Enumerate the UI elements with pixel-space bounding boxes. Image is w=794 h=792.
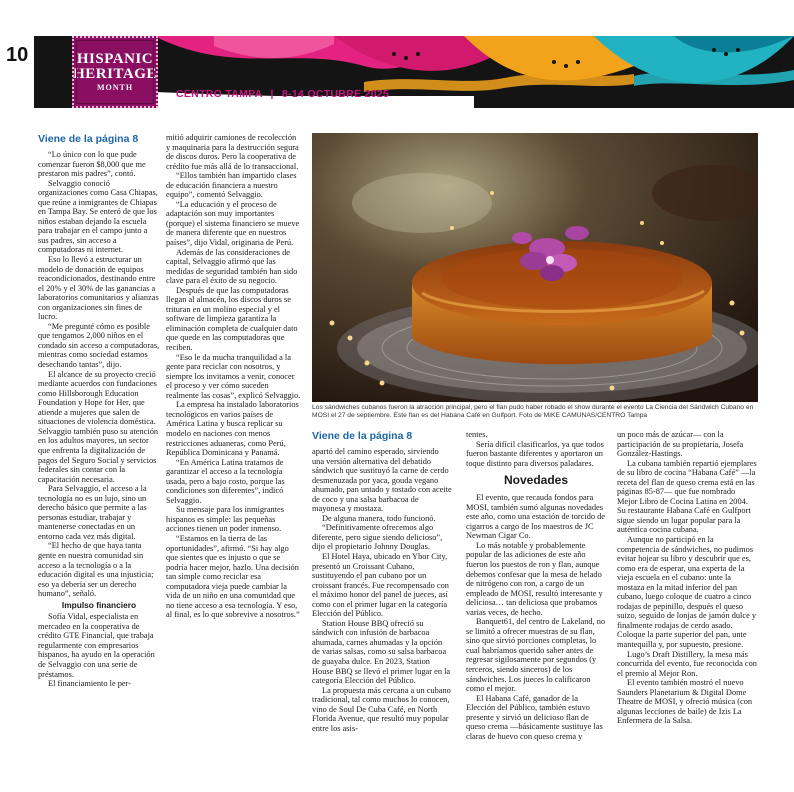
paragraph: un poco más de azúcar— con la participación de su propietaria, Josefa González-Hastings. <box>617 430 744 459</box>
paragraph: Banquet61, del centro de Lakeland, no se limitó a ofrecer muestras de su flan, sino que sirvió porciones completas, lo cual habríamos querido saber antes de regresar sigilosamente por segundos (y terceros, siendo sinceros) de los sándwiches. Los jueces lo calificaron como el mejor. <box>466 617 606 694</box>
paragraph: Lo más notable y probablemente popular de las adiciones de este año fueron los puestos de ron y flan, aunque debemos confesar que la mesa de helado de nitrógeno con ron, a cargo de un empleado de MOSI, resultó interesante y deliciosa… tan deliciosa que probamos varias veces, de hecho. <box>466 540 603 617</box>
article1-kicker: Viene de la página 8 <box>38 133 139 145</box>
paragraph: Después de que las computadoras llegan al almacén, los discos duros se trituran en un molino especial y el software de limpieza garantiza la eliminación completa de cualquier dato que quede en las computadoras que reciben. <box>166 285 298 353</box>
paragraph: Station House BBQ ofreció su sándwich con infusión de barbacoa ahumada, carnes ahumadas y la opción de varias salsas, como su salsa barbacoa de guayaba dulce. En 2023, Station House BBQ se llevó el primer lugar en la categoría Elección del Público. <box>312 618 451 686</box>
article2-kicker: Viene de la página 8 <box>312 430 413 442</box>
flan-dessert-photo-icon <box>312 133 758 402</box>
article2-column3 <box>617 430 757 726</box>
paragraph: La propuesta más cercana a un cubano tradicional, tal como muchos lo conocen, vino de Soul De Cuba Café, en North Florida Avenue, que resultó muy popular entre los asis- <box>312 685 451 733</box>
paragraph: Selvaggio conoció organizaciones como Casa Chiapas, que reúne a inmigrantes de Chiapas en Tampa Bay. Se enteró de que los niños estaban dejando la escuela para trabajar en el campo junto a sus padres, sin acceso a computadoras ni internet. <box>38 178 158 255</box>
paragraph: Aunque no participó en la competencia de sándwiches, no pudimos evitar hojear su libro y descubrir que es, como era de esperar, una experta de la vieja escuela en el cubano: unte la mostaza en la mitad inferior del pan cubano, luego coloque de cuatro a cinco rodajas de pepinillo, después el queso suizo, seguido de lonjas de jamón dulce y finalmente rodajas de cerdo asado. Coloque la parte superior del pan, unte mantequilla y, por supuesto, presione. <box>617 535 757 650</box>
paragraph: “El hecho de que haya tanta gente en nuestra comunidad sin acceso a la tecnología o a la educación digital es una injusticia; eso ya debería ser un derecho humano”, señaló. <box>38 541 154 599</box>
paragraph: Impulso financiero <box>61 599 137 610</box>
paragraph: El alcance de su proyecto creció mediante acuerdos con fundaciones como Hillsborough Education Foundation y Hope for Her, que atiende a mujeres que salen de situaciones de violencia doméstica. Selvaggio también puso su atención en los adultos mayores, un sector que enfrenta la digitalización de pagos del Seguro Social y servicios federales sin contar con la capacitación necesaria. <box>38 369 159 484</box>
paragraph: El Habana Café, ganador de la Elección del Público, también estuvo presente y sirvió un delicioso flan de queso crema —básicamente sustituye las claras de huevo con queso crema y <box>466 693 603 741</box>
paragraph: “Ellos también han impartido clases de educación financiera a nuestro equipo”, comentó Selvaggio. <box>166 171 297 200</box>
article2-column1 <box>312 430 452 733</box>
article1-column2 <box>166 133 301 620</box>
paragraph: mitió adquirir camiones de recolección y maquinaria para la destrucción segura de discos duros. Pero la cooperativa de crédito fue más allá de lo transaccional. <box>166 133 299 171</box>
paragraph: “La educación y el proceso de adaptación son muy importantes (porque) el sistema financiero se mueve de manera diferente que en nuestros países”, dijo Vidal, originaria de Perú. <box>166 199 300 248</box>
paragraph: Además de las consideraciones de capital, Selvaggio afirmó que las medidas de seguridad también han sido clave para el éxito de su negocio. <box>166 247 298 286</box>
paragraph: La empresa ha instalado laboratorios tecnológicos en varios países de América Latina y busca replicar su modelo en naciones con menos restricciones aduaneras, como Perú, República Dominicana y Panamá. <box>166 400 299 458</box>
paragraph: El evento también mostró el nuevo Saunders Planetarium & Digital Dome Theatre de MOSI, y ofreció música (con algunas lecciones de baile) de Izis La Enfermera de la Salsa. <box>617 678 753 726</box>
paragraph: Su mensaje para los inmigrantes hispanos es simple: las pequeñas acciones tienen un poder inmenso. <box>166 505 284 534</box>
paragraph: tentes. <box>466 430 488 439</box>
badge-line2: HERITAGE <box>73 66 157 82</box>
paragraph: Sería difícil clasificarlos, ya que todos fueron bastante diferentes y aportaron un toque distinto para diversos paladares. <box>466 439 604 468</box>
issue-dates: 8-14 OCTUBRE 2025 <box>281 88 390 100</box>
paragraph: “En América Latina tratamos de garantizar el acceso a la tecnología usada, pero a bajo costo, porque las condiciones son diferentes”, indicó Selvaggio. <box>166 457 285 505</box>
paragraph: “Definitivamente ofrecemos algo diferente, pero sigue siendo delicioso”, dijo el propietario Johnny Douglas. <box>312 523 443 552</box>
paragraph: Para Selvaggio, el acceso a la tecnología no es un lujo, sino un derecho básico que permite a las personas estudiar, trabajar y mantenerse conectadas en un entorno cada vez más digital. <box>38 484 147 541</box>
hispanic-heritage-month-badge <box>72 36 158 108</box>
section-name: CENTRO TAMPA <box>176 88 263 100</box>
paragraph: El financiamiento le per- <box>48 679 132 689</box>
paragraph: apartó del camino esperado, sirviendo una versión alternativa del debatido sándwich que sustituyó la carne de cerdo desmenuzada por yaca, gouda vegano ahumado, pan untado y tostado con aceite de coco y una salsa barbacoa de mayonesa y mostaza. <box>312 447 452 514</box>
paragraph: “Lo único con lo que pude comenzar fueron $8,000 que me prestaron mis padres”, contó. <box>38 150 146 179</box>
paragraph: “Eso le da mucha tranquilidad a la gente para reciclar con nosotros, y siempre los invitamos a venir, conocer el proceso y ver cómo suceden realmente las cosas”, explicó Selvaggio. <box>166 352 301 400</box>
page-number: 10 <box>6 44 29 66</box>
flan-photo <box>312 133 758 402</box>
paragraph: Sofía Vidal, especialista en mercadeo en la cooperativa de crédito GTE Financial, que trabaja regularmente con empresarios hispanos, ha ayudo en la operación de Selvaggio con una serie de préstamos. <box>38 612 155 679</box>
paragraph: “Me pregunté cómo es posible que tengamos 2,000 niños en el condado sin acceso a computadoras, mientras como sociedad estamos desechando tantas”, dijo. <box>38 321 160 370</box>
paragraph: El evento, que recauda fondos para MOSI, también sumó algunas novedades este año, como una estación de torcido de cigarros a cargo de los maestros de JC Newman Cigar Co. <box>466 493 606 541</box>
page-header <box>0 0 794 118</box>
badge-line3: MONTH <box>96 83 134 92</box>
section-dateline <box>176 88 389 100</box>
photo-caption: Los sándwiches cubanos fueron la atracción principal, pero el flan pudo haber robado el show durante el evento La Ciencia del Sándwich Cubano en MOSI el 27 de septiembre. Este flan es del Habana Café en Gulfport. Foto de MIKE CAMUNAS/CENTRO Tampa <box>312 404 754 420</box>
paragraph: “Estamos en la tierra de las oportunidades”, afirmó. “Si hay algo que sientes que es injusto o que se podría hacer mejor, hazlo. Una decisión tan simple como reciclar esa computadora vieja puede cambiar la vida de un niño en una comunidad que no tiene acceso a esa tecnología. Y eso, al final, es lo que sobrevive a nosotros.” <box>166 533 300 620</box>
article2-column2 <box>466 430 606 741</box>
paragraph: El Hotel Haya, ubicado en Ybor City, presentó un Croissant Cubano, sustituyendo el pan cubano por un croissant francés. Fue recompensado con el máximo honor del panel de jueces, así como con el primer lugar en la categoría Elección del Público. <box>312 552 449 619</box>
badge-line1: HISPANIC <box>76 51 154 67</box>
dateline-separator: | <box>270 88 274 100</box>
paragraph: La cubana también repartió ejemplares de su libro de cocina “Habana Café” —la receta del flan de queso crema está en las páginas 85-87— que fue nombrado Mejor Libro de Cocina Latina en 2004. Su restaurante Habana Café en Gulfport sigue siendo un lugar popular para la auténtica cocina cubana. <box>617 458 757 535</box>
paragraph: Lugo’s Draft Distillery, la mesa más concurrida del evento, fue reconocida con el premio al Mejor Ron. <box>617 649 757 678</box>
paragraph: Eso lo llevó a estructurar un modelo de donación de equipos reacondicionados, destinando entre el 20% y el 30% de las ganancias a laboratorios comunitarios y alianzas con organizaciones sin fines de lucro. <box>38 255 159 322</box>
paragraph: De alguna manera, todo funcionó. <box>322 513 436 523</box>
subhead-novedades: Novedades <box>503 473 569 488</box>
article1-column1 <box>38 133 160 689</box>
